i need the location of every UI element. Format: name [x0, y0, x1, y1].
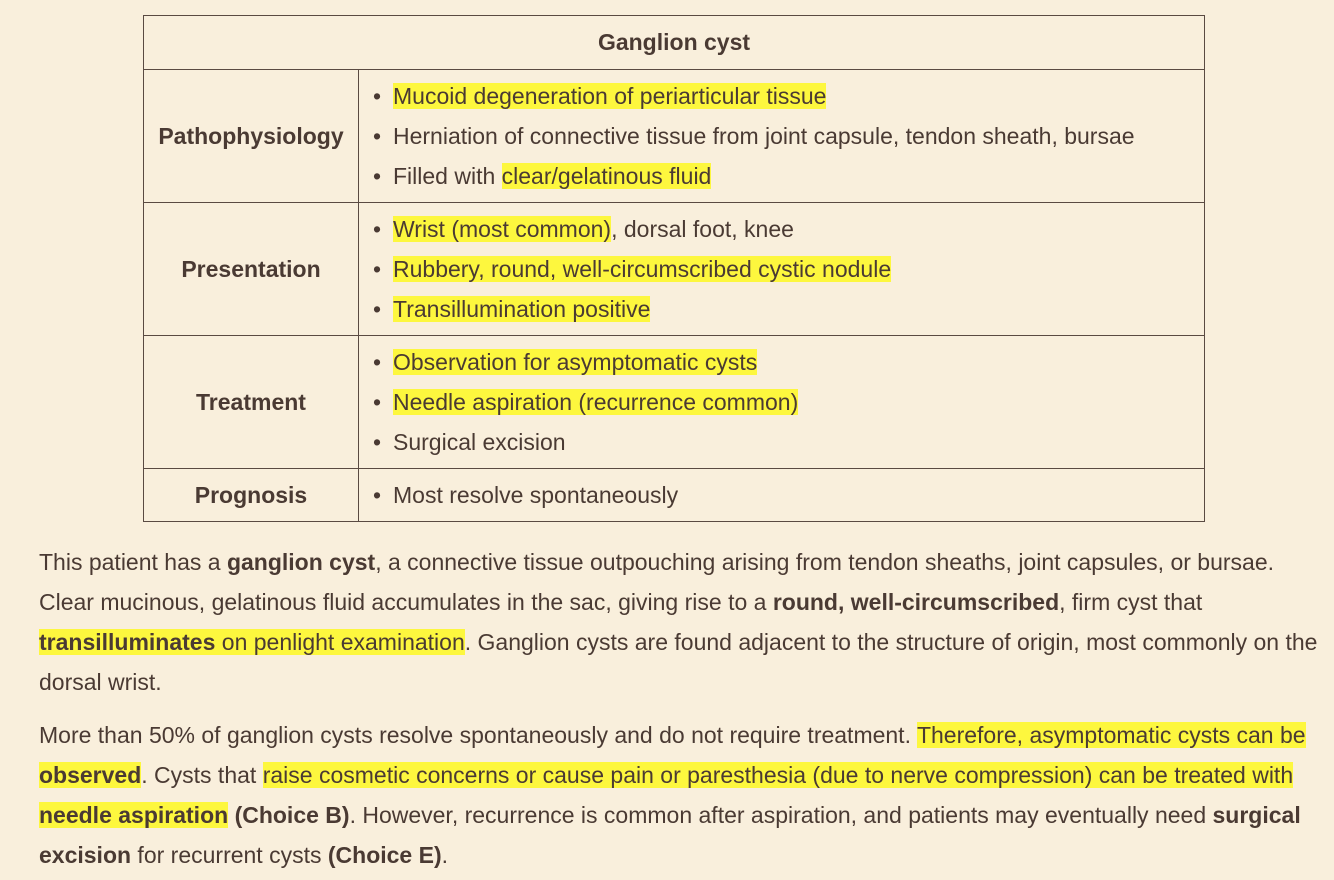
paragraph-highlighted-text: raise cosmetic concerns or cause pain or paresthesia (due to nerve compression) can be treated with — [262, 762, 1294, 788]
paragraph-highlighted-text: Therefore, asymptomatic cysts can be — [916, 722, 1306, 748]
bullet-highlighted-text: Mucoid degeneration of periarticular tissue — [393, 83, 827, 109]
table-title: Ganglion cyst — [144, 16, 1205, 70]
bullet-highlighted-text: Rubbery, round, well-circumscribed cystic nodule — [393, 256, 892, 282]
bullet-text: Herniation of connective tissue from joint capsule, tendon sheath, bursae — [393, 123, 1135, 149]
bullet-list — [371, 342, 1204, 462]
paragraph-text: , a connective tissue outpouching arising from tendon sheaths, joint capsules, or bursae. Clear mucinous, gelatinous fluid accumulates in the sac, giving rise to a — [39, 549, 1275, 615]
paragraph-text: . Ganglion cysts are found adjacent to the structure of origin, most commonly on the dorsal wrist. — [39, 629, 1318, 695]
bullet-text: , dorsal foot, knee — [611, 216, 794, 242]
row-content — [359, 70, 1205, 203]
row-content — [359, 203, 1205, 336]
bullet-item — [371, 156, 1204, 196]
row-label: Presentation — [144, 203, 359, 336]
bullet-highlighted-text: Observation for asymptomatic cysts — [393, 349, 758, 375]
paragraph-highlighted-text: on penlight examination — [215, 629, 465, 655]
bullet-item — [371, 475, 1204, 515]
paragraph-text: More than 50% of ganglion cysts resolve spontaneously and do not require treatment. — [39, 722, 917, 748]
bullet-list — [371, 209, 1204, 329]
explanation-paragraph-diagnosis — [39, 542, 1329, 702]
paragraph-bold-text: round, well-circumscribed — [772, 589, 1060, 615]
bullet-highlighted-text: Wrist (most common) — [393, 216, 612, 242]
paragraph-bold-text: (Choice B) — [234, 802, 350, 828]
paragraph-bold-text: (Choice E) — [327, 842, 442, 868]
paragraph-text: . — [441, 842, 448, 868]
row-content — [359, 336, 1205, 469]
bullet-highlighted-text: clear/gelatinous fluid — [501, 163, 712, 189]
bullet-item — [371, 76, 1204, 116]
paragraph-text: , firm cyst that — [1059, 589, 1203, 615]
bullet-item — [371, 382, 1204, 422]
explanation-paragraph-treatment — [39, 715, 1329, 875]
bullet-item — [371, 209, 1204, 249]
table-row-prognosis — [144, 469, 1205, 522]
bullet-text: Surgical excision — [393, 429, 566, 455]
bullet-text: Most resolve spontaneously — [393, 482, 679, 508]
paragraph-highlighted-text: observed — [39, 762, 142, 788]
bullet-list — [371, 475, 1204, 515]
table-row-pathophysiology — [144, 70, 1205, 203]
paragraph-text: . Cysts that — [141, 762, 263, 788]
paragraph-highlighted-text: transilluminates — [39, 629, 216, 655]
table-body — [144, 70, 1205, 522]
row-content — [359, 469, 1205, 522]
bullet-highlighted-text: Needle aspiration (recurrence common) — [393, 389, 799, 415]
bullet-item — [371, 422, 1204, 462]
bullet-list — [371, 76, 1204, 196]
table-header-row — [144, 16, 1205, 70]
row-label: Treatment — [144, 336, 359, 469]
bullet-text: Filled with — [393, 163, 502, 189]
bullet-item — [371, 342, 1204, 382]
bullet-item — [371, 249, 1204, 289]
paragraph-text: for recurrent cysts — [131, 842, 328, 868]
ganglion-cyst-summary-table — [143, 15, 1205, 522]
bullet-highlighted-text: Transillumination positive — [393, 296, 651, 322]
paragraph-bold-text: surgical excision — [39, 802, 1301, 868]
row-label: Pathophysiology — [144, 70, 359, 203]
paragraph-text: . However, recurrence is common after aspiration, and patients may eventually need — [349, 802, 1213, 828]
paragraph-text: This patient has a — [39, 549, 227, 575]
table-row-treatment — [144, 336, 1205, 469]
bullet-item — [371, 289, 1204, 329]
paragraph-highlighted-text: needle aspiration — [39, 802, 229, 828]
bullet-item — [371, 116, 1204, 156]
row-label: Prognosis — [144, 469, 359, 522]
paragraph-bold-text: ganglion cyst — [226, 549, 376, 575]
table-row-presentation — [144, 203, 1205, 336]
